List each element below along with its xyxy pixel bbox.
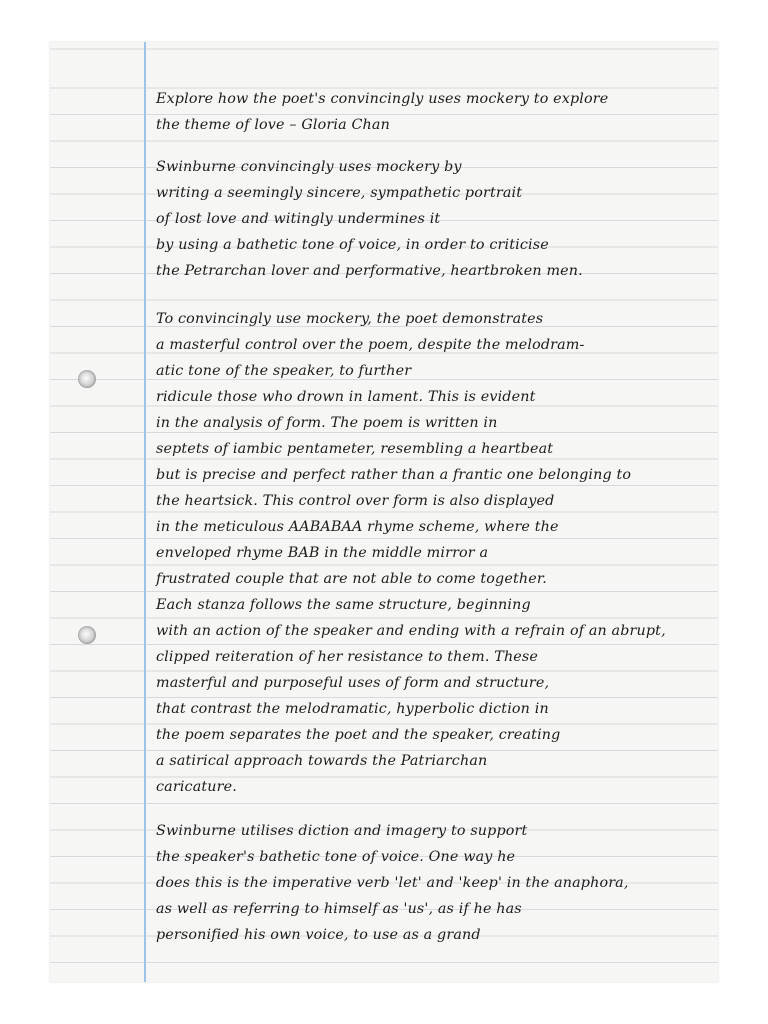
paragraph-diction-imagery bbox=[156, 818, 704, 948]
text-line: To convincingly use mockery, the poet demonstrates bbox=[156, 311, 544, 327]
text-line: ridicule those who drown in lament. This is evident bbox=[156, 389, 536, 405]
lined-paper-sheet bbox=[50, 42, 718, 982]
text-line: the Petrarchan lover and performative, heartbroken men. bbox=[156, 263, 583, 279]
text-line: atic tone of the speaker, to further bbox=[156, 363, 412, 379]
text-line: by using a bathetic tone of voice, in order to criticise bbox=[156, 237, 549, 253]
text-line: the heartsick. This control over form is also displayed bbox=[156, 493, 555, 509]
text-line: personified his own voice, to use as a grand bbox=[156, 927, 481, 943]
paragraph-form-structure bbox=[156, 306, 704, 800]
text-line: the poem separates the poet and the speaker, creating bbox=[156, 727, 561, 743]
text-line: of lost love and witingly undermines it bbox=[156, 211, 441, 227]
text-line: but is precise and perfect rather than a frantic one belonging to bbox=[156, 467, 632, 483]
text-line: enveloped rhyme BAB in the middle mirror a bbox=[156, 545, 489, 561]
text-line: in the analysis of form. The poem is written in bbox=[156, 415, 498, 431]
paragraph-introduction bbox=[156, 154, 704, 284]
text-line: does this is the imperative verb 'let' and 'keep' in the anaphora, bbox=[156, 875, 629, 891]
text-line: masterful and purposeful uses of form and structure, bbox=[156, 675, 550, 691]
punch-hole-top bbox=[78, 370, 96, 388]
heading-line: the theme of love – Gloria Chan bbox=[156, 117, 390, 133]
text-line: frustrated couple that are not able to come together. bbox=[156, 571, 547, 587]
text-line: septets of iambic pentameter, resembling a heartbeat bbox=[156, 441, 554, 457]
margin-line bbox=[144, 42, 146, 982]
text-line: a masterful control over the poem, despite the melodram- bbox=[156, 337, 585, 353]
text-line: Each stanza follows the same structure, beginning bbox=[156, 597, 531, 613]
text-line: the speaker's bathetic tone of voice. One way he bbox=[156, 849, 516, 865]
punch-hole-bottom bbox=[78, 626, 96, 644]
text-line: writing a seemingly sincere, sympathetic portrait bbox=[156, 185, 523, 201]
heading-line: Explore how the poet's convincingly uses mockery to explore bbox=[156, 91, 609, 107]
text-line: with an action of the speaker and ending with a refrain of an abrupt, bbox=[156, 623, 666, 639]
text-line: caricature. bbox=[156, 779, 237, 795]
text-line: Swinburne utilises diction and imagery to support bbox=[156, 823, 528, 839]
text-line: a satirical approach towards the Patriarchan bbox=[156, 753, 488, 769]
text-line: that contrast the melodramatic, hyperbolic diction in bbox=[156, 701, 549, 717]
text-line: as well as referring to himself as 'us', as if he has bbox=[156, 901, 522, 917]
text-line: Swinburne convincingly uses mockery by bbox=[156, 159, 462, 175]
text-line: clipped reiteration of her resistance to them. These bbox=[156, 649, 539, 665]
text-line: in the meticulous AABABAA rhyme scheme, where the bbox=[156, 519, 559, 535]
essay-question-heading bbox=[156, 86, 704, 138]
